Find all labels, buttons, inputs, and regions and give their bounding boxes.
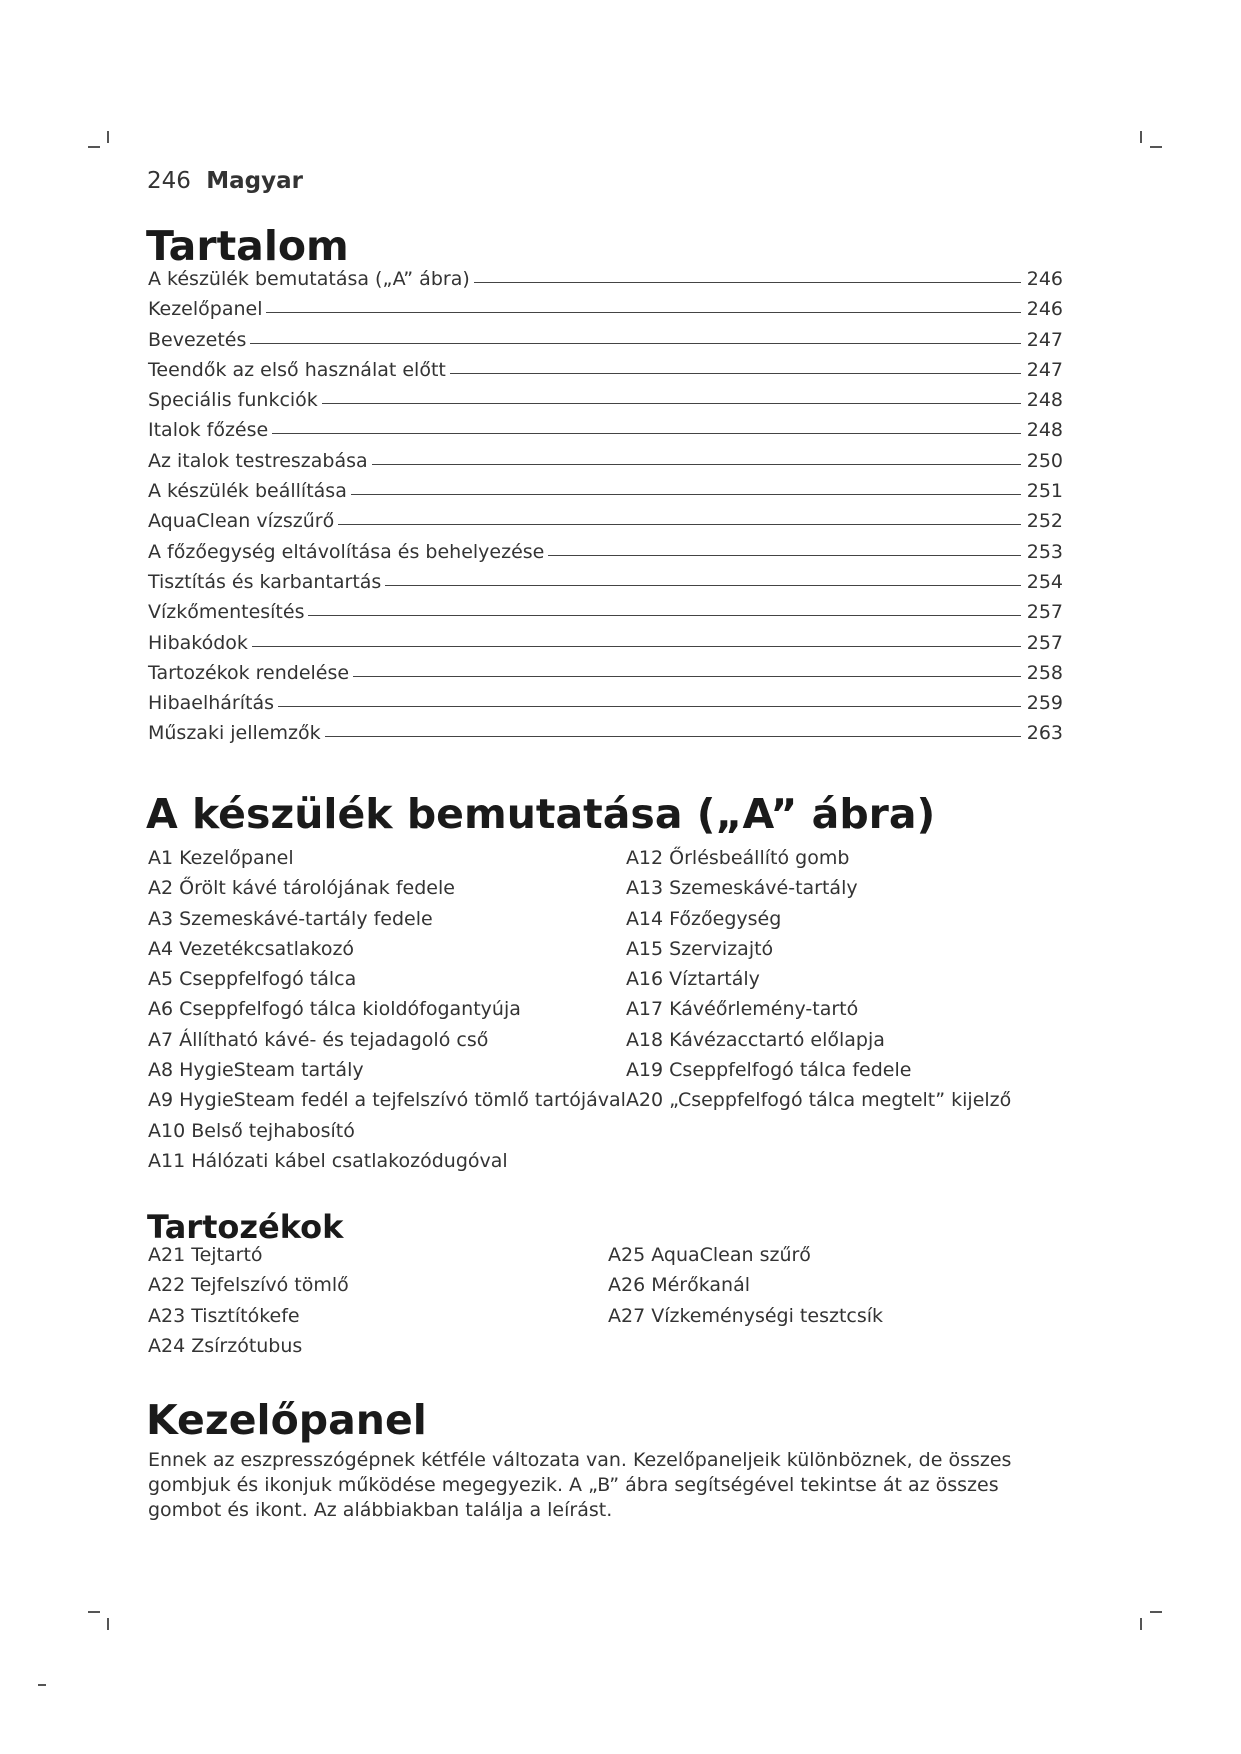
toc-entry[interactable]	[148, 419, 1063, 449]
toc-entry-label: Bevezetés	[148, 328, 247, 351]
overview-parts-left	[148, 843, 626, 1176]
toc-leader-line	[266, 312, 1021, 313]
accessory-item: A23 Tisztítókefe	[148, 1304, 300, 1327]
accessory-item: A27 Vízkeménységi tesztcsík	[608, 1304, 884, 1327]
toc-entry-label: Italok főzése	[148, 419, 269, 442]
crop-mark	[88, 146, 100, 148]
toc-leader-line	[450, 373, 1021, 374]
toc-entry[interactable]	[148, 329, 1063, 359]
toc-entry[interactable]	[148, 480, 1063, 510]
toc-title: Tartalom	[146, 222, 349, 270]
crop-mark	[107, 131, 109, 143]
accessory-item: A25 AquaClean szűrő	[608, 1244, 811, 1266]
toc-entry-label: Vízkőmentesítés	[148, 601, 305, 624]
toc-entry[interactable]	[148, 541, 1063, 571]
toc-entry-page: 247	[1026, 328, 1063, 351]
toc-leader-line	[338, 524, 1021, 525]
toc-entry-page: 248	[1026, 419, 1063, 442]
table-of-contents	[148, 268, 1063, 753]
toc-entry[interactable]	[148, 632, 1063, 662]
page-number: 246	[147, 168, 191, 194]
part-item: A11 Hálózati kábel csatlakozódugóval	[148, 1149, 508, 1172]
toc-entry-page: 248	[1026, 389, 1063, 412]
toc-entry-page: 251	[1026, 480, 1063, 503]
toc-leader-line	[272, 433, 1021, 434]
toc-entry-page: 259	[1026, 692, 1063, 715]
part-item: A8 HygieSteam tartály	[148, 1059, 364, 1082]
part-item: A18 Kávézacctartó előlapja	[625, 1028, 885, 1051]
page-header	[147, 168, 303, 194]
crop-mark	[38, 1684, 46, 1686]
part-item: A20 „Cseppfelfogó tálca megtelt” kijelző	[625, 1089, 1012, 1112]
toc-leader-line	[325, 736, 1021, 737]
toc-entry[interactable]	[148, 662, 1063, 692]
toc-entry-label: A készülék bemutatása („A” ábra)	[148, 268, 470, 290]
part-item: A4 Vezetékcsatlakozó	[148, 937, 355, 960]
part-item: A3 Szemeskávé-tartály fedele	[148, 907, 433, 930]
part-item: A6 Cseppfelfogó tálca kioldófogantyúja	[148, 998, 521, 1021]
toc-entry-label: Teendők az első használat előtt	[148, 358, 446, 381]
toc-entry-label: Speciális funkciók	[148, 389, 318, 412]
toc-entry-label: Az italok testreszabása	[148, 449, 368, 472]
toc-leader-line	[474, 282, 1021, 283]
toc-leader-line	[351, 494, 1021, 495]
part-item: A13 Szemeskávé-tartály	[625, 877, 858, 900]
toc-entry-page: 254	[1026, 570, 1063, 593]
accessories-left	[148, 1240, 608, 1361]
toc-leader-line	[548, 555, 1021, 556]
toc-entry-page: 250	[1026, 449, 1063, 472]
toc-entry-label: Tartozékok rendelése	[148, 661, 350, 684]
overview-title: A készülék bemutatása („A” ábra)	[146, 790, 936, 838]
toc-entry-page: 246	[1026, 298, 1063, 321]
crop-mark	[88, 1611, 100, 1613]
part-item: A19 Cseppfelfogó tálca fedele	[625, 1059, 912, 1082]
toc-entry-label: A főzőegység eltávolítása és behelyezése	[148, 540, 545, 563]
part-item: A12 Őrlésbeállító gomb	[625, 847, 850, 869]
accessories-list	[148, 1240, 1068, 1361]
toc-entry[interactable]	[148, 571, 1063, 601]
toc-entry-page: 257	[1026, 631, 1063, 654]
toc-entry[interactable]	[148, 450, 1063, 480]
overview-parts	[148, 843, 1068, 1176]
control-panel-title: Kezelőpanel	[146, 1396, 427, 1444]
overview-parts-right	[626, 843, 1068, 1176]
toc-entry-label: AquaClean vízszűrő	[148, 510, 335, 533]
toc-entry[interactable]	[148, 692, 1063, 722]
part-item: A1 Kezelőpanel	[148, 847, 294, 869]
toc-entry-label: Tisztítás és karbantartás	[148, 570, 382, 593]
toc-entry[interactable]	[148, 601, 1063, 631]
toc-leader-line	[372, 464, 1021, 465]
toc-entry-page: 252	[1026, 510, 1063, 533]
crop-mark	[1140, 1618, 1142, 1630]
accessory-item: A22 Tejfelszívó tömlő	[148, 1274, 349, 1297]
accessories-right	[608, 1240, 1068, 1361]
toc-entry-page: 263	[1026, 722, 1063, 745]
accessory-item: A24 Zsírzótubus	[148, 1334, 303, 1357]
part-item: A5 Cseppfelfogó tálca	[148, 968, 357, 991]
toc-entry-page: 257	[1026, 601, 1063, 624]
accessories-title: Tartozékok	[147, 1208, 344, 1246]
accessory-item: A21 Tejtartó	[148, 1244, 263, 1266]
part-item: A10 Belső tejhabosító	[148, 1119, 355, 1142]
toc-entry-page: 246	[1026, 268, 1063, 290]
toc-leader-line	[353, 676, 1021, 677]
toc-entry[interactable]	[148, 722, 1063, 752]
toc-entry[interactable]	[148, 268, 1063, 298]
toc-leader-line	[322, 403, 1021, 404]
part-item: A2 Őrölt kávé tárolójának fedele	[148, 877, 455, 900]
control-panel-text: Ennek az eszpresszógépnek kétféle változata van. Kezelőpaneljeik különböznek, de összes gombjuk és ikonjuk működése megegyezik. A „B” ábra segítségével tekintse át az összes gombot és ikont. Az alábbiakban találja a leírást.	[148, 1449, 1012, 1521]
part-item: A7 Állítható kávé- és tejadagoló cső	[148, 1028, 489, 1051]
toc-entry-label: Műszaki jellemzők	[148, 722, 321, 745]
accessory-item: A26 Mérőkanál	[608, 1274, 751, 1297]
part-item: A16 Víztartály	[625, 968, 760, 991]
crop-mark	[107, 1618, 109, 1630]
toc-entry-page: 247	[1026, 358, 1063, 381]
toc-entry[interactable]	[148, 510, 1063, 540]
crop-mark	[1150, 146, 1162, 148]
toc-leader-line	[250, 343, 1021, 344]
toc-entry[interactable]	[148, 389, 1063, 419]
toc-entry-page: 253	[1026, 540, 1063, 563]
toc-entry-label: Hibakódok	[148, 631, 248, 654]
toc-entry[interactable]	[148, 298, 1063, 328]
toc-entry-label: A készülék beállítása	[148, 480, 347, 503]
part-item: A15 Szervizajtó	[625, 937, 774, 960]
toc-entry-label: Hibaelhárítás	[148, 692, 275, 715]
toc-entry[interactable]	[148, 359, 1063, 389]
toc-entry-page: 258	[1026, 661, 1063, 684]
toc-leader-line	[385, 585, 1021, 586]
toc-leader-line	[308, 615, 1021, 616]
crop-mark	[1150, 1611, 1162, 1613]
part-item: A14 Főzőegység	[625, 907, 782, 930]
toc-leader-line	[252, 646, 1021, 647]
toc-leader-line	[278, 706, 1021, 707]
part-item: A9 HygieSteam fedél a tejfelszívó tömlő tartójával	[148, 1089, 626, 1112]
part-item: A17 Kávéőrlemény-tartó	[625, 998, 859, 1021]
toc-entry-label: Kezelőpanel	[148, 298, 263, 321]
page-language: Magyar	[206, 168, 303, 194]
crop-mark	[1140, 131, 1142, 143]
